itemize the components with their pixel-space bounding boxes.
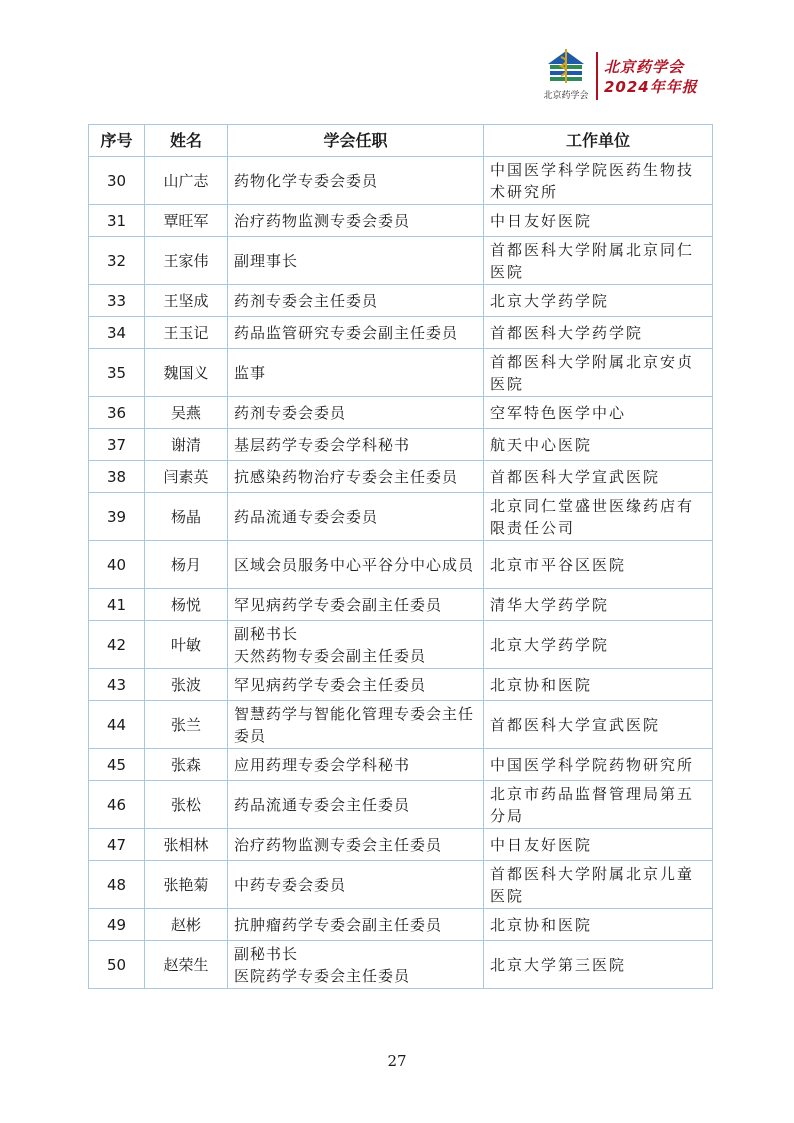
table-row [89,237,713,285]
member-table [88,124,713,989]
cell-unit: 北京大学药学院 [484,621,713,669]
cell-unit: 北京协和医院 [484,909,713,941]
cell-no: 42 [89,621,145,669]
cell-unit: 首都医科大学附属北京儿童医院 [484,861,713,909]
cell-role: 药物化学专委会委员 [228,157,484,205]
cell-role: 应用药理专委会学科秘书 [228,749,484,781]
table-row [89,749,713,781]
cell-role: 药剂专委会委员 [228,397,484,429]
table-row [89,669,713,701]
cell-name: 杨月 [145,541,228,589]
cell-unit: 北京大学第三医院 [484,941,713,989]
cell-name: 张兰 [145,701,228,749]
cell-unit: 首都医科大学附属北京同仁医院 [484,237,713,285]
cell-no: 30 [89,157,145,205]
cell-no: 45 [89,749,145,781]
cell-unit: 北京市平谷区医院 [484,541,713,589]
cell-role: 副秘书长 医院药学专委会主任委员 [228,941,484,989]
table-row [89,861,713,909]
cell-name: 杨悦 [145,589,228,621]
cell-role: 药品监管研究专委会副主任委员 [228,317,484,349]
cell-no: 49 [89,909,145,941]
cell-no: 36 [89,397,145,429]
cell-name: 赵荣生 [145,941,228,989]
table-row [89,429,713,461]
cell-unit: 清华大学药学院 [484,589,713,621]
cell-role: 监事 [228,349,484,397]
cell-no: 39 [89,493,145,541]
cell-unit: 北京协和医院 [484,669,713,701]
cell-name: 谢清 [145,429,228,461]
cell-no: 48 [89,861,145,909]
header-no: 序号 [89,125,145,157]
brand-year: 2024年年报 [604,78,698,96]
cell-no: 40 [89,541,145,589]
cell-no: 32 [89,237,145,285]
cell-role: 中药专委会委员 [228,861,484,909]
cell-no: 41 [89,589,145,621]
cell-name: 王家伟 [145,237,228,285]
cell-unit: 中国医学科学院药物研究所 [484,749,713,781]
report-header [540,48,710,104]
table-body [89,157,713,989]
table-row [89,829,713,861]
cell-unit: 中日友好医院 [484,205,713,237]
cell-name: 覃旺军 [145,205,228,237]
cell-no: 34 [89,317,145,349]
cell-role: 副理事长 [228,237,484,285]
header-name: 姓名 [145,125,228,157]
header-role: 学会任职 [228,125,484,157]
cell-role: 基层药学专委会学科秘书 [228,429,484,461]
cell-name: 山广志 [145,157,228,205]
cell-no: 47 [89,829,145,861]
table-row [89,541,713,589]
cell-no: 43 [89,669,145,701]
cell-role: 智慧药学与智能化管理专委会主任委员 [228,701,484,749]
cell-no: 31 [89,205,145,237]
cell-unit: 空军特色医学中心 [484,397,713,429]
table-row [89,493,713,541]
cell-name: 王玉记 [145,317,228,349]
caduceus-house-icon [544,48,588,86]
cell-role: 抗肿瘤药学专委会副主任委员 [228,909,484,941]
table-row [89,621,713,669]
cell-name: 张艳菊 [145,861,228,909]
cell-unit: 首都医科大学附属北京安贞医院 [484,349,713,397]
cell-name: 张波 [145,669,228,701]
table-row [89,781,713,829]
cell-name: 张松 [145,781,228,829]
cell-no: 44 [89,701,145,749]
cell-name: 吴燕 [145,397,228,429]
cell-no: 37 [89,429,145,461]
header-divider [596,52,598,100]
cell-unit: 首都医科大学药学院 [484,317,713,349]
table-row [89,461,713,493]
cell-name: 叶敏 [145,621,228,669]
cell-role: 治疗药物监测专委会主任委员 [228,829,484,861]
cell-name: 赵彬 [145,909,228,941]
cell-role: 副秘书长 天然药物专委会副主任委员 [228,621,484,669]
table-row [89,397,713,429]
cell-role: 抗感染药物治疗专委会主任委员 [228,461,484,493]
cell-name: 魏国义 [145,349,228,397]
cell-role: 区域会员服务中心平谷分中心成员 [228,541,484,589]
logo-text: 北京药学会 [543,91,589,101]
cell-unit: 航天中心医院 [484,429,713,461]
table-row [89,589,713,621]
cell-unit: 中日友好医院 [484,829,713,861]
cell-no: 46 [89,781,145,829]
cell-unit: 中国医学科学院医药生物技术研究所 [484,157,713,205]
cell-role: 罕见病药学专委会主任委员 [228,669,484,701]
table-row [89,157,713,205]
cell-name: 杨晶 [145,493,228,541]
cell-name: 王坚成 [145,285,228,317]
page-number: 27 [387,1052,407,1070]
brand-name: 北京药学会 [604,58,685,76]
table-row [89,349,713,397]
cell-no: 35 [89,349,145,397]
cell-role: 治疗药物监测专委会委员 [228,205,484,237]
cell-no: 33 [89,285,145,317]
cell-no: 38 [89,461,145,493]
cell-name: 张相林 [145,829,228,861]
cell-unit: 北京大学药学院 [484,285,713,317]
table-row [89,205,713,237]
cell-unit: 北京市药品监督管理局第五分局 [484,781,713,829]
cell-role: 罕见病药学专委会副主任委员 [228,589,484,621]
table-row [89,285,713,317]
cell-role: 药剂专委会主任委员 [228,285,484,317]
cell-unit: 北京同仁堂盛世医缘药店有限责任公司 [484,493,713,541]
cell-name: 张森 [145,749,228,781]
table-row [89,701,713,749]
table-row [89,941,713,989]
society-logo [540,48,592,104]
cell-no: 50 [89,941,145,989]
table-row [89,909,713,941]
cell-role: 药品流通专委会主任委员 [228,781,484,829]
table-header-row [89,125,713,157]
cell-unit: 首都医科大学宣武医院 [484,461,713,493]
cell-role: 药品流通专委会委员 [228,493,484,541]
header-unit: 工作单位 [484,125,713,157]
cell-name: 闫素英 [145,461,228,493]
cell-unit: 首都医科大学宣武医院 [484,701,713,749]
table-row [89,317,713,349]
